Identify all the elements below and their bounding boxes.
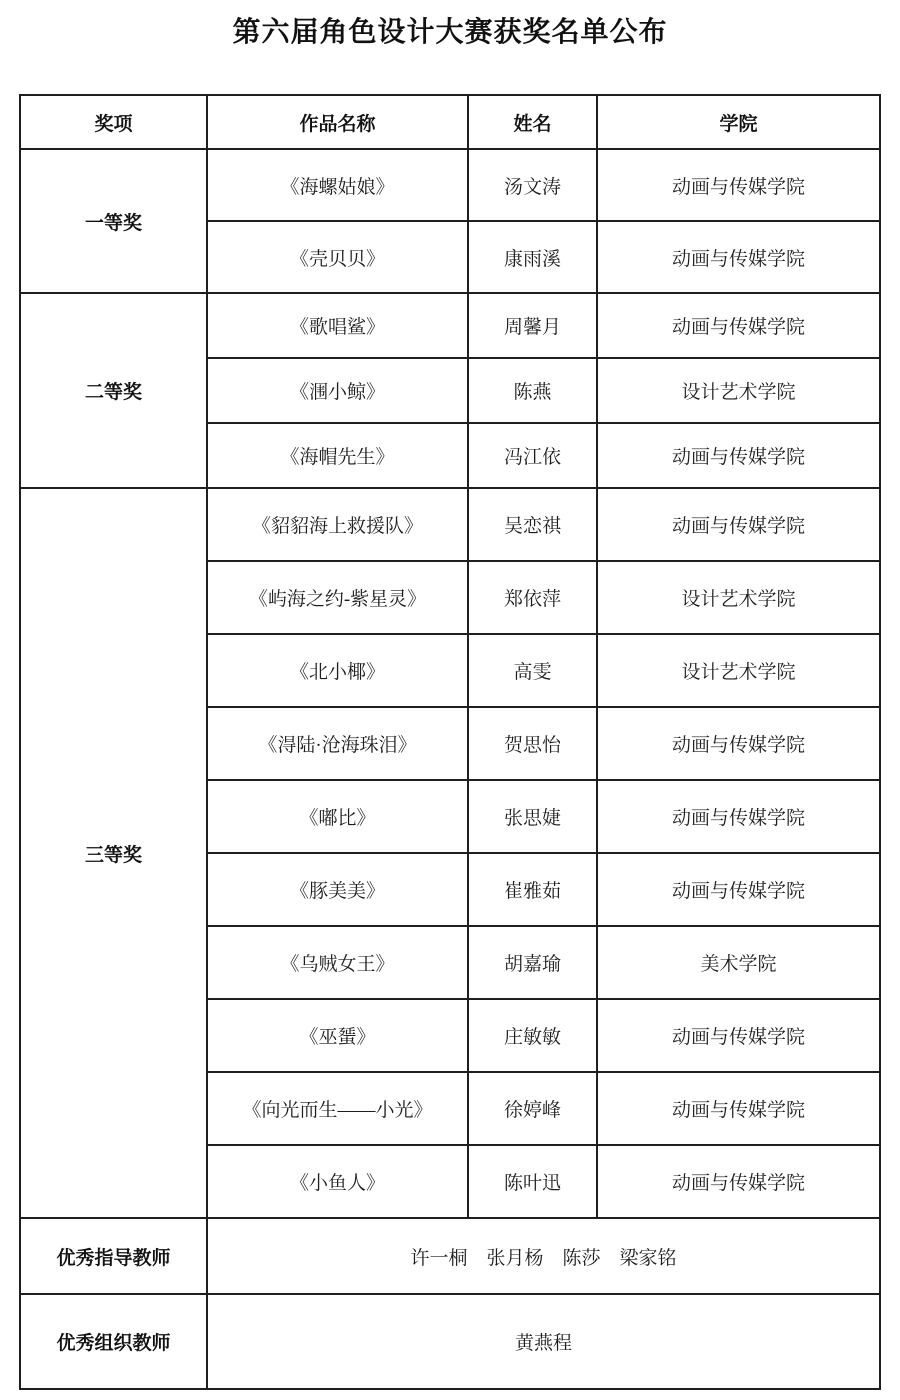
name-cell: 吴恋祺 [468, 488, 597, 561]
header-row [20, 95, 880, 149]
college-cell: 动画与传媒学院 [597, 149, 880, 221]
award-cell-first-prize: 一等奖 [20, 149, 207, 293]
work-cell: 《屿海之约-紫星灵》 [207, 561, 468, 634]
name-cell: 汤文涛 [468, 149, 597, 221]
work-cell: 《向光而生——小光》 [207, 1072, 468, 1145]
header-name: 姓名 [468, 95, 597, 149]
name-cell: 陈燕 [468, 358, 597, 423]
table-row [20, 149, 880, 221]
name-cell: 郑依萍 [468, 561, 597, 634]
table-row [20, 1294, 880, 1389]
work-cell: 《貂貂海上救援队》 [207, 488, 468, 561]
college-cell: 美术学院 [597, 926, 880, 999]
name-cell: 胡嘉瑜 [468, 926, 597, 999]
name-cell: 张思婕 [468, 780, 597, 853]
name-cell: 陈叶迅 [468, 1145, 597, 1218]
college-cell: 动画与传媒学院 [597, 221, 880, 293]
page-title: 第六届角色设计大赛获奖名单公布 [232, 17, 668, 48]
work-cell: 《嘟比》 [207, 780, 468, 853]
work-cell: 《巫蜑》 [207, 999, 468, 1072]
award-cell-third-prize: 三等奖 [20, 488, 207, 1218]
college-cell: 动画与传媒学院 [597, 293, 880, 358]
header-college: 学院 [597, 95, 880, 149]
college-cell: 设计艺术学院 [597, 358, 880, 423]
college-cell: 动画与传媒学院 [597, 999, 880, 1072]
name-cell: 康雨溪 [468, 221, 597, 293]
name-cell: 庄敏敏 [468, 999, 597, 1072]
college-cell: 设计艺术学院 [597, 561, 880, 634]
college-cell: 动画与传媒学院 [597, 853, 880, 926]
awards-table [19, 94, 881, 1390]
outstanding-advisor-names: 许一桐 张月杨 陈莎 梁家铭 [207, 1218, 880, 1294]
work-cell: 《歌唱鲨》 [207, 293, 468, 358]
name-cell: 贺思怡 [468, 707, 597, 780]
college-cell: 设计艺术学院 [597, 634, 880, 707]
college-cell: 动画与传媒学院 [597, 707, 880, 780]
work-cell: 《乌贼女王》 [207, 926, 468, 999]
work-cell: 《北小椰》 [207, 634, 468, 707]
college-cell: 动画与传媒学院 [597, 423, 880, 488]
work-cell: 《小鱼人》 [207, 1145, 468, 1218]
work-cell: 《海螺姑娘》 [207, 149, 468, 221]
header-award: 奖项 [20, 95, 207, 149]
work-cell: 《豚美美》 [207, 853, 468, 926]
name-cell: 徐婷峰 [468, 1072, 597, 1145]
work-cell: 《涠小鲸》 [207, 358, 468, 423]
table-row [20, 293, 880, 358]
award-cell-second-prize: 二等奖 [20, 293, 207, 488]
work-cell: 《海帽先生》 [207, 423, 468, 488]
college-cell: 动画与传媒学院 [597, 488, 880, 561]
table-row [20, 488, 880, 561]
outstanding-organizer-names: 黄燕程 [207, 1294, 880, 1389]
name-cell: 崔雅茹 [468, 853, 597, 926]
label-outstanding-advisor: 优秀指导教师 [20, 1218, 207, 1294]
label-outstanding-organizer: 优秀组织教师 [20, 1294, 207, 1389]
header-work: 作品名称 [207, 95, 468, 149]
name-cell: 周馨月 [468, 293, 597, 358]
college-cell: 动画与传媒学院 [597, 780, 880, 853]
name-cell: 高雯 [468, 634, 597, 707]
table-row [20, 1218, 880, 1294]
work-cell: 《壳贝贝》 [207, 221, 468, 293]
name-cell: 冯江依 [468, 423, 597, 488]
work-cell: 《淂陆·沧海珠泪》 [207, 707, 468, 780]
college-cell: 动画与传媒学院 [597, 1072, 880, 1145]
college-cell: 动画与传媒学院 [597, 1145, 880, 1218]
